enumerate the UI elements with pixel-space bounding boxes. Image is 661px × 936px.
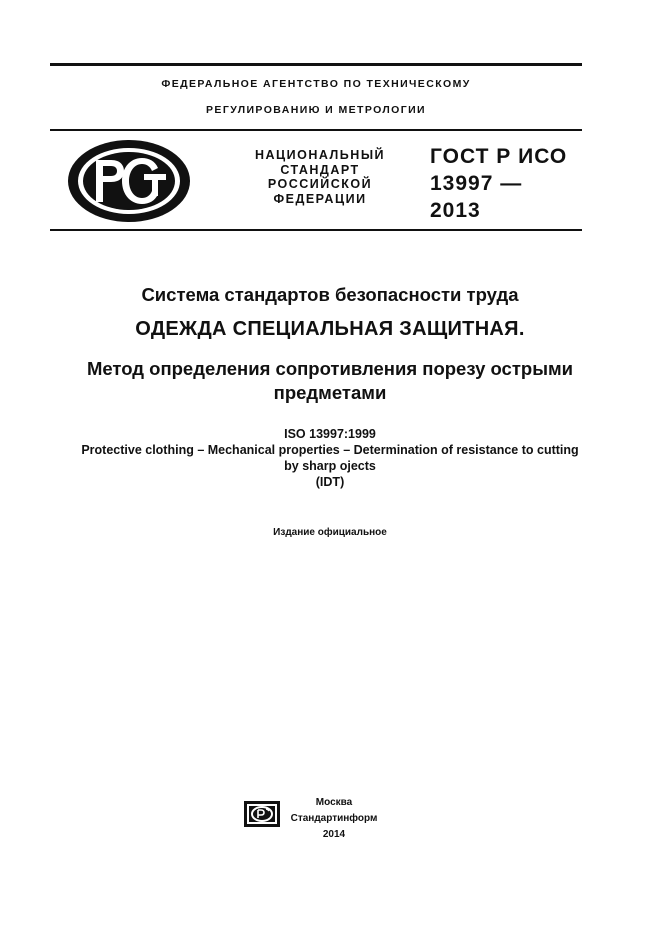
agency-line-2: РЕГУЛИРОВАНИЮ И МЕТРОЛОГИИ xyxy=(206,104,426,116)
publication-year: 2014 xyxy=(322,829,346,840)
iso-title-line-1: Protective clothing – Mechanical properties – Determination of resistance to cutting xyxy=(81,443,579,457)
iso-reference-block xyxy=(40,426,620,490)
iso-code: ISO 13997:1999 xyxy=(284,427,376,441)
system-title: Система стандартов безопасности труда xyxy=(141,284,519,305)
standard-type-line-1: НАЦИОНАЛЬНЫЙ xyxy=(254,148,386,162)
publisher-city: Москва xyxy=(315,797,353,808)
publisher-name: Стандартинформ xyxy=(290,813,378,824)
standard-type-block xyxy=(236,148,404,206)
iso-equivalence: (IDT) xyxy=(315,475,345,489)
publisher-block xyxy=(284,795,384,843)
method-title-line-2: предметами xyxy=(273,382,387,403)
standard-type-line-4: ФЕДЕРАЦИИ xyxy=(273,191,367,206)
standard-type-line-3: РОССИЙСКОЙ xyxy=(267,177,373,191)
standartinform-logo-icon xyxy=(244,801,280,827)
header-rule-left xyxy=(50,129,200,131)
rst-certification-mark-icon xyxy=(66,138,192,224)
top-rule xyxy=(50,63,582,66)
method-title-line-1: Метод определения сопротивления порезу острыми xyxy=(86,358,574,379)
header-rule-right xyxy=(200,129,582,131)
standard-type-line-2: СТАНДАРТ xyxy=(280,162,360,177)
iso-title-line-2: by sharp ojects xyxy=(284,459,376,473)
standard-designation xyxy=(430,143,590,224)
designation-line-3: 2013 xyxy=(430,199,481,222)
method-title xyxy=(40,357,620,405)
header-bottom-rule xyxy=(50,229,582,231)
designation-line-1: ГОСТ Р ИСО xyxy=(430,145,568,168)
designation-line-2: 13997 — xyxy=(430,172,523,195)
main-title: ОДЕЖДА СПЕЦИАЛЬНАЯ ЗАЩИТНАЯ. xyxy=(135,318,525,340)
agency-line-1: ФЕДЕРАЛЬНОЕ АГЕНТСТВО ПО ТЕХНИЧЕСКОМУ xyxy=(161,78,471,90)
edition-label: Издание официальное xyxy=(273,527,387,538)
